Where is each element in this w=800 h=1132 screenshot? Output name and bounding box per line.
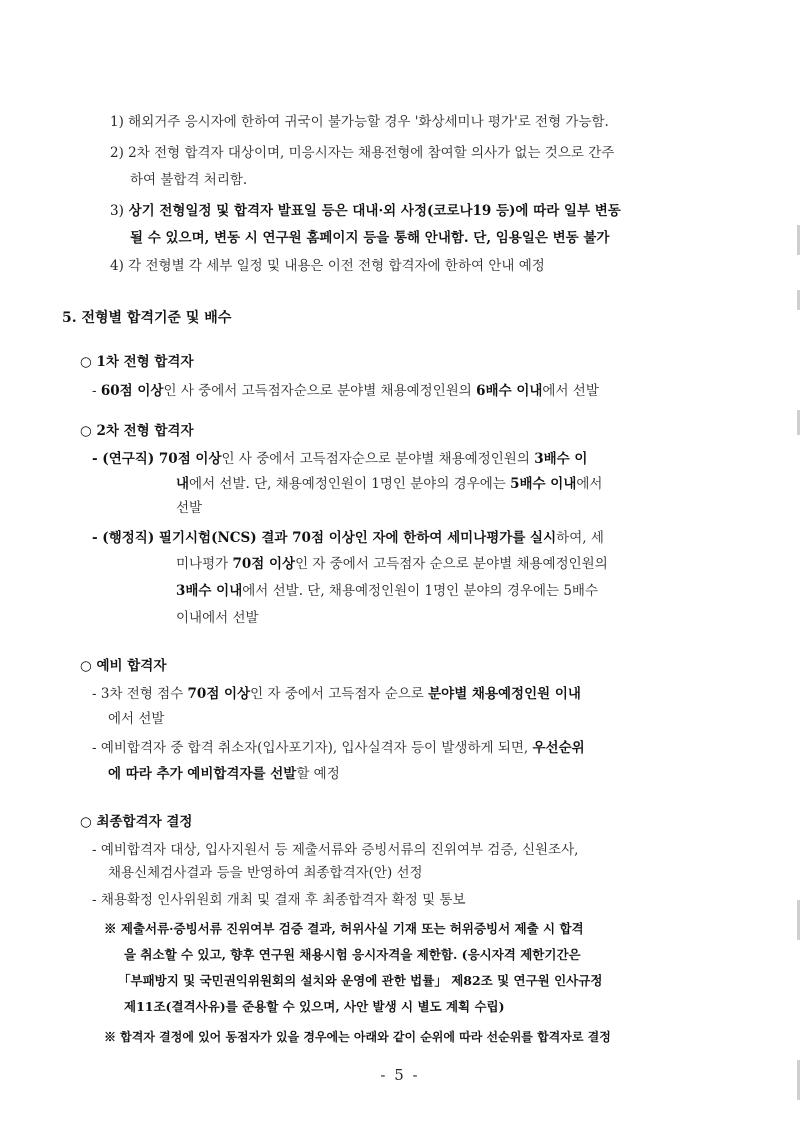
- admin-criteria-4: 이내에서 선발: [176, 610, 259, 626]
- final-note-1-line-2: 을 취소할 수 있고, 향후 연구원 채용시험 응시자격을 제한함. (응시자격 제한기간은: [124, 947, 581, 962]
- first-stage-heading: ○ 1차 전형 합격자: [80, 354, 194, 370]
- second-stage-heading: ○ 2차 전형 합격자: [80, 423, 194, 439]
- research-criteria-3: 선발: [176, 500, 203, 516]
- reserve-item-1: - 3차 전형 점수 70점 이상인 자 중에서 고득점자 순으로 분야별 채용예정인원 이내: [92, 686, 581, 702]
- note-1: 1) 해외거주 응시자에 한하여 귀국이 불가능할 경우 '화상세미나 평가'로 전형 가능함.: [110, 114, 609, 130]
- reserve-heading: ○ 예비 합격자: [80, 658, 167, 674]
- reserve-item-2: - 예비합격자 중 합격 취소자(입사포기자), 입사실격자 등이 발생하게 되면, 우선순위: [92, 740, 585, 756]
- first-stage-criteria: - 60점 이상인 사 중에서 고득점자순으로 분야별 채용예정인원의 6배수 이내에서 선발: [92, 383, 599, 399]
- final-note-1-line-1: ※ 제출서류·증빙서류 진위여부 검증 결과, 허위사실 기재 또는 허위증빙서 제출 시 합격: [104, 921, 584, 936]
- note-3-cont: 될 수 있으며, 변동 시 연구원 홈페이지 등을 통해 안내함. 단, 임용일은 변동 불가: [130, 230, 610, 246]
- section-title: 5. 전형별 합격기준 및 배수: [62, 310, 232, 326]
- note-2: 2) 2차 전형 합격자 대상이며, 미응시자는 채용전형에 참여할 의사가 없는 것으로 간주: [110, 145, 615, 161]
- final-note-2: ※ 합격자 결정에 있어 동점자가 있을 경우에는 아래와 같이 순위에 따라 선순위를 합격자로 결정: [104, 1030, 611, 1044]
- final-note-1-line-4: 제11조(결격사유)를 준용할 수 있으며, 사안 발생 시 별도 계획 수립): [124, 999, 505, 1014]
- final-item-1-cont: 채용신체검사결과 등을 반영하여 최종합격자(안) 선정: [108, 865, 423, 881]
- research-criteria-1: - (연구직) 70점 이상인 사 중에서 고득점자순으로 분야별 채용예정인원의 3배수 이: [92, 451, 588, 467]
- research-criteria-2: 내에서 선발. 단, 채용예정인원이 1명인 분야의 경우에는 5배수 이내에서: [176, 476, 603, 492]
- admin-criteria-1: - (행정직) 필기시험(NCS) 결과 70점 이상인 자에 한하여 세미나평가를 실시하여, 세: [92, 530, 604, 546]
- final-item-2: - 채용확정 인사위원회 개최 및 결재 후 최종합격자 확정 및 통보: [92, 892, 466, 908]
- page-number: - 5 -: [380, 1066, 420, 1084]
- final-note-1-line-3: 「부패방지 및 국민권익위원회의 설치와 운영에 관한 법률」 제82조 및 연구원 인사규정: [118, 973, 603, 988]
- admin-criteria-3: 3배수 이내에서 선발. 단, 채용예정인원이 1명인 분야의 경우에는 5배수: [176, 583, 599, 599]
- final-item-1: - 예비합격자 대상, 입사지원서 등 제출서류와 증빙서류의 진위여부 검증, 신원조사,: [92, 842, 579, 858]
- note-4: 4) 각 전형별 각 세부 일정 및 내용은 이전 전형 합격자에 한하여 안내 예정: [110, 258, 545, 274]
- final-heading: ○ 최종합격자 결정: [80, 814, 193, 830]
- note-3: 3) 상기 전형일정 및 합격자 발표일 등은 대내·외 사정(코로나19 등)에 따라 일부 변동: [110, 203, 621, 219]
- note-2-cont: 하여 불합격 처리함.: [130, 172, 248, 188]
- reserve-item-2-cont: 에 따라 추가 예비합격자를 선발할 예정: [108, 766, 340, 782]
- reserve-item-1-cont: 에서 선발: [108, 711, 165, 727]
- admin-criteria-2: 미나평가 70점 이상인 자 중에서 고득점자 순으로 분야별 채용예정인원의: [176, 556, 608, 572]
